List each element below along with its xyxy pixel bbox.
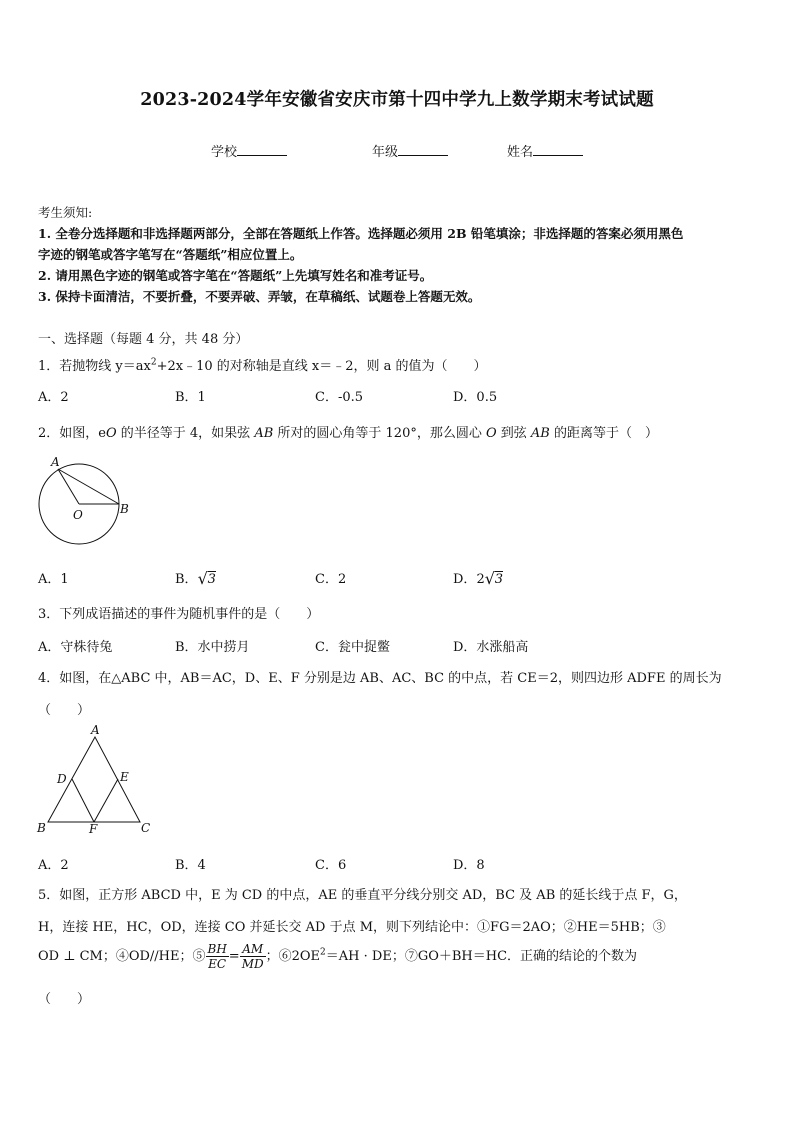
- grade-blank[interactable]: [398, 143, 448, 156]
- q2-option-d[interactable]: [453, 568, 503, 587]
- q5-superscript: 2: [320, 947, 326, 958]
- q2-chord-ab-2: AB: [530, 426, 550, 441]
- q1-text-a: 1．若抛物线 y＝ax: [38, 359, 151, 374]
- q2-text-c: 所对的圆心角等于 120°，那么圆心: [273, 426, 486, 441]
- q5-fraction-am-md: [240, 942, 266, 971]
- name-label: 姓名: [507, 145, 534, 160]
- q4-label-b: B: [37, 821, 46, 835]
- q3-option-c[interactable]: C．瓮中捉鳖: [315, 640, 390, 655]
- q4-label-a: A: [91, 723, 100, 737]
- q2-option-b-radicand: 3: [207, 572, 216, 587]
- question-4-line-1: 4．如图，在△ABC 中，AB＝AC，D、E、F 分别是边 AB、AC、BC 的中点，若 CE＝2，则四边形 ADFE 的周长为: [38, 671, 722, 686]
- q2-option-d-radicand: 3: [494, 572, 503, 587]
- q2-center-o: O: [485, 426, 497, 441]
- q4-segment-ef: [94, 779, 118, 822]
- q2-option-d-coef: 2: [476, 572, 485, 587]
- q2-option-b-label: B．: [175, 572, 198, 587]
- question-5-line-2: H，连接 HE，HC，OD，连接 CO 并延长交 AD 于点 M，则下列结论中：①FG＝2AO；②HE＝5HB；③: [38, 920, 666, 935]
- q2-label-b: B: [120, 502, 129, 516]
- q5-line-3-a: OD ⊥ CM；④OD//HE；⑤: [38, 949, 206, 964]
- question-4-line-2: （ ）: [38, 703, 91, 718]
- q1-text-b: +2x﹣10 的对称轴是直线 x＝﹣2，则 a 的值为（ ）: [156, 359, 487, 374]
- school-label: 学校: [211, 145, 238, 160]
- question-3: 3．下列成语描述的事件为随机事件的是（ ）: [38, 607, 320, 622]
- q5-equals: =: [228, 949, 240, 964]
- grade-field: [372, 141, 448, 160]
- notice-item-1-line-2: 字迹的钢笔或答字笔写在“答题纸”相应位置上。: [38, 247, 303, 262]
- q3-option-b[interactable]: B．水中捞月: [175, 640, 250, 655]
- q1-option-b[interactable]: B．1: [175, 390, 206, 405]
- question-5-line-4: （ ）: [38, 992, 91, 1007]
- q2-chord-line: [58, 469, 119, 504]
- q5-fraction-bh-ec: [206, 942, 229, 971]
- q4-option-b[interactable]: B．4: [175, 858, 206, 873]
- q5-line-3-b: ；⑥2OE: [265, 949, 321, 964]
- q2-text-e: 的距离等于（ ）: [549, 426, 659, 441]
- question-5-line-3: [38, 942, 637, 971]
- q4-option-a[interactable]: A．2: [38, 858, 69, 873]
- q1-option-c[interactable]: C．-0.5: [315, 390, 364, 405]
- notice-item-3: 3. 保持卡面清洁，不要折叠，不要弄破、弄皱，在草稿纸、试题卷上答题无效。: [38, 289, 481, 304]
- q5-fraction-2-numerator: AM: [240, 942, 266, 957]
- q5-line-3-c: ＝AH · DE；⑦GO＋BH＝HC．正确的结论的个数为: [325, 949, 638, 964]
- q2-option-b-sqrt: [197, 569, 216, 588]
- q2-circle-o: O: [105, 426, 117, 441]
- section-1-heading: 一、选择题（每题 4 分，共 48 分）: [38, 332, 249, 347]
- q2-option-b[interactable]: [175, 568, 216, 587]
- q3-option-d[interactable]: D．水涨船高: [453, 640, 529, 655]
- sqrt-icon: √: [484, 569, 495, 588]
- q2-option-c[interactable]: C．2: [315, 572, 347, 587]
- q2-text-a: 2．如图，e: [38, 426, 106, 441]
- q2-chord-ab: AB: [254, 426, 274, 441]
- q4-label-e: E: [120, 770, 129, 784]
- q4-segment-df: [72, 779, 94, 822]
- notice-item-2: 2. 请用黑色字迹的钢笔或答字笔在“答题纸”上先填写姓名和准考证号。: [38, 268, 433, 283]
- q1-option-a[interactable]: A．2: [38, 390, 69, 405]
- q2-text-d: 到弦: [496, 426, 531, 441]
- q5-fraction-1-denominator: EC: [208, 957, 227, 971]
- name-field: [507, 141, 583, 160]
- q2-radius-oa: [58, 469, 79, 504]
- question-1: [38, 355, 487, 374]
- q4-triangle-figure: [32, 722, 162, 840]
- q2-option-d-label: D．: [453, 572, 477, 587]
- q4-option-d[interactable]: D．8: [453, 858, 485, 873]
- q1-superscript: 2: [150, 357, 157, 368]
- grade-label: 年级: [372, 145, 399, 160]
- q2-circle-figure: [30, 452, 140, 552]
- q2-label-a: A: [51, 455, 60, 469]
- q2-label-o: O: [73, 508, 83, 522]
- q4-option-c[interactable]: C．6: [315, 858, 347, 873]
- sqrt-icon: √: [197, 569, 208, 588]
- q5-fraction-2-denominator: MD: [241, 957, 264, 971]
- notice-item-1-line-1: 1. 全卷分选择题和非选择题两部分，全部在答题纸上作答。选择题必须用 2B 铅笔填涂；非选择题的答案必须用黑色: [38, 226, 684, 241]
- name-blank[interactable]: [533, 143, 583, 156]
- q2-text-b: 的半径等于 4，如果弦: [116, 426, 255, 441]
- page-title: 2023-2024学年安徽省安庆市第十四中学九上数学期末考试试题: [140, 90, 654, 110]
- question-5-line-1: 5．如图，正方形 ABCD 中，E 为 CD 的中点，AE 的垂直平分线分别交 AD，BC 及 AB 的延长线于点 F，G，: [38, 888, 687, 903]
- q4-label-d: D: [57, 772, 67, 786]
- school-field: [211, 141, 287, 160]
- q4-label-f: F: [89, 822, 98, 836]
- q4-label-c: C: [141, 821, 151, 835]
- q5-fraction-1-numerator: BH: [207, 942, 227, 956]
- school-blank[interactable]: [237, 143, 287, 156]
- q1-option-d[interactable]: D．0.5: [453, 390, 498, 405]
- notice-heading: 考生须知:: [38, 205, 93, 220]
- q2-option-d-sqrt: [484, 569, 503, 588]
- question-2: [38, 422, 658, 441]
- q2-option-a[interactable]: A．1: [38, 572, 69, 587]
- q3-option-a[interactable]: A．守株待兔: [38, 640, 113, 655]
